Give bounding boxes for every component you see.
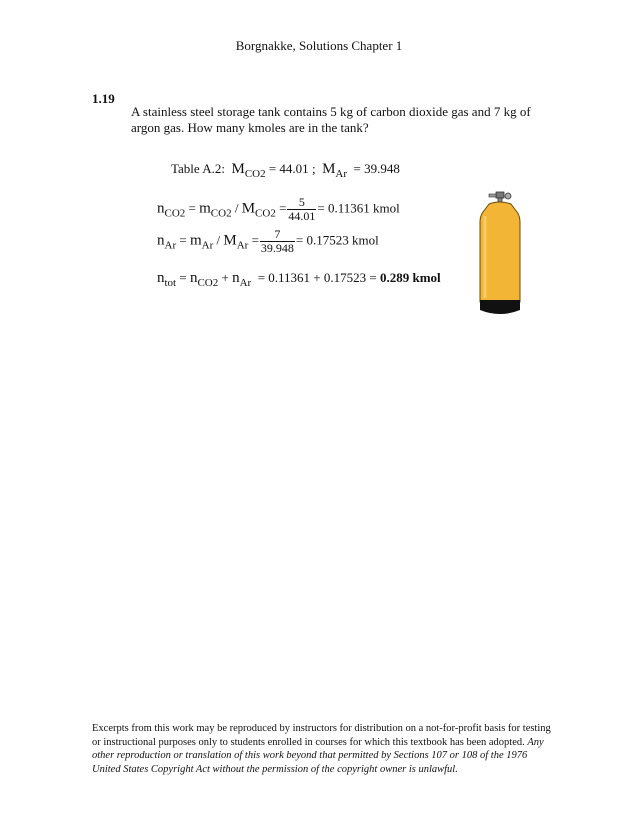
equals: =	[188, 200, 196, 216]
equation-n-co2	[157, 196, 400, 223]
symbol-n: n	[189, 270, 198, 286]
copyright-footer	[92, 722, 552, 776]
co2-molar-mass: = 44.01	[268, 161, 309, 176]
subscript-ar: Ar	[335, 168, 348, 180]
symbol-m: m	[189, 232, 202, 249]
separator: ;	[311, 161, 316, 176]
symbol-n: n	[157, 270, 165, 286]
equals: =	[251, 232, 259, 248]
symbol-m: m	[199, 200, 211, 217]
page-header: Borgnakke, Solutions Chapter 1	[235, 38, 403, 53]
subscript-ar: Ar	[201, 239, 214, 252]
plus-sign: +	[221, 270, 229, 285]
problem-statement: A stainless steel storage tank contains 5 kg of carbon dioxide gas and 7 kg of argon gas. How many kmoles are in the tank?	[131, 104, 531, 135]
final-answer: 0.289 kmol	[379, 270, 441, 285]
subscript-co2: CO2	[164, 207, 186, 220]
problem-number: 1.19	[92, 91, 115, 106]
gas-tank-illustration	[475, 190, 525, 320]
symbol-M: M	[322, 161, 336, 177]
molar-mass-line	[171, 161, 400, 180]
subscript-co2: CO2	[255, 207, 276, 220]
symbol-n: n	[157, 232, 165, 249]
ar-molar-mass: = 39.948	[353, 161, 400, 176]
equals: =	[279, 200, 287, 216]
symbol-n: n	[157, 200, 165, 217]
equation-n-total	[157, 270, 441, 289]
divide-slash: /	[234, 200, 239, 216]
result-ar: = 0.17523 kmol	[295, 232, 379, 248]
table-ref: Table A.2:	[171, 161, 225, 176]
equation-n-ar	[157, 228, 379, 255]
subscript-co2: CO2	[244, 168, 266, 180]
fraction-co2	[287, 196, 316, 223]
footer-italic-text: Any other reproduction or translation of this work beyond that permitted by Sections 107 or 108 of the 1976 United States Copyright Act without the permission of the copyright owner is unlawful.	[92, 736, 544, 775]
fraction-ar	[260, 228, 295, 255]
fraction-numerator: 7	[260, 228, 295, 242]
footer-text: Excerpts from this work may be reproduced by instructors for distribution on a not-for-profit basis for testing or instructional purposes only to students enrolled in courses for which this textbook has been adopted.	[92, 723, 551, 748]
symbol-M: M	[231, 161, 245, 177]
fraction-numerator: 5	[287, 196, 316, 210]
subscript-tot: tot	[164, 277, 177, 289]
subscript-ar: Ar	[236, 239, 249, 252]
subscript-co2: CO2	[210, 207, 232, 220]
symbol-M: M	[241, 200, 256, 217]
result-co2: = 0.11361 kmol	[317, 200, 400, 216]
subscript-co2: CO2	[197, 277, 219, 289]
symbol-M: M	[223, 232, 237, 249]
subscript-ar: Ar	[164, 239, 177, 252]
equals: =	[179, 232, 187, 248]
subscript-ar: Ar	[239, 277, 252, 289]
tank-base	[480, 300, 520, 314]
equals: =	[179, 270, 187, 285]
sum-expression: = 0.11361 + 0.17523 =	[257, 270, 377, 285]
divide-slash: /	[216, 232, 221, 248]
symbol-n: n	[232, 270, 240, 286]
fraction-denominator: 39.948	[260, 241, 294, 255]
tank-valve-icon	[489, 192, 511, 203]
fraction-denominator: 44.01	[288, 209, 316, 223]
